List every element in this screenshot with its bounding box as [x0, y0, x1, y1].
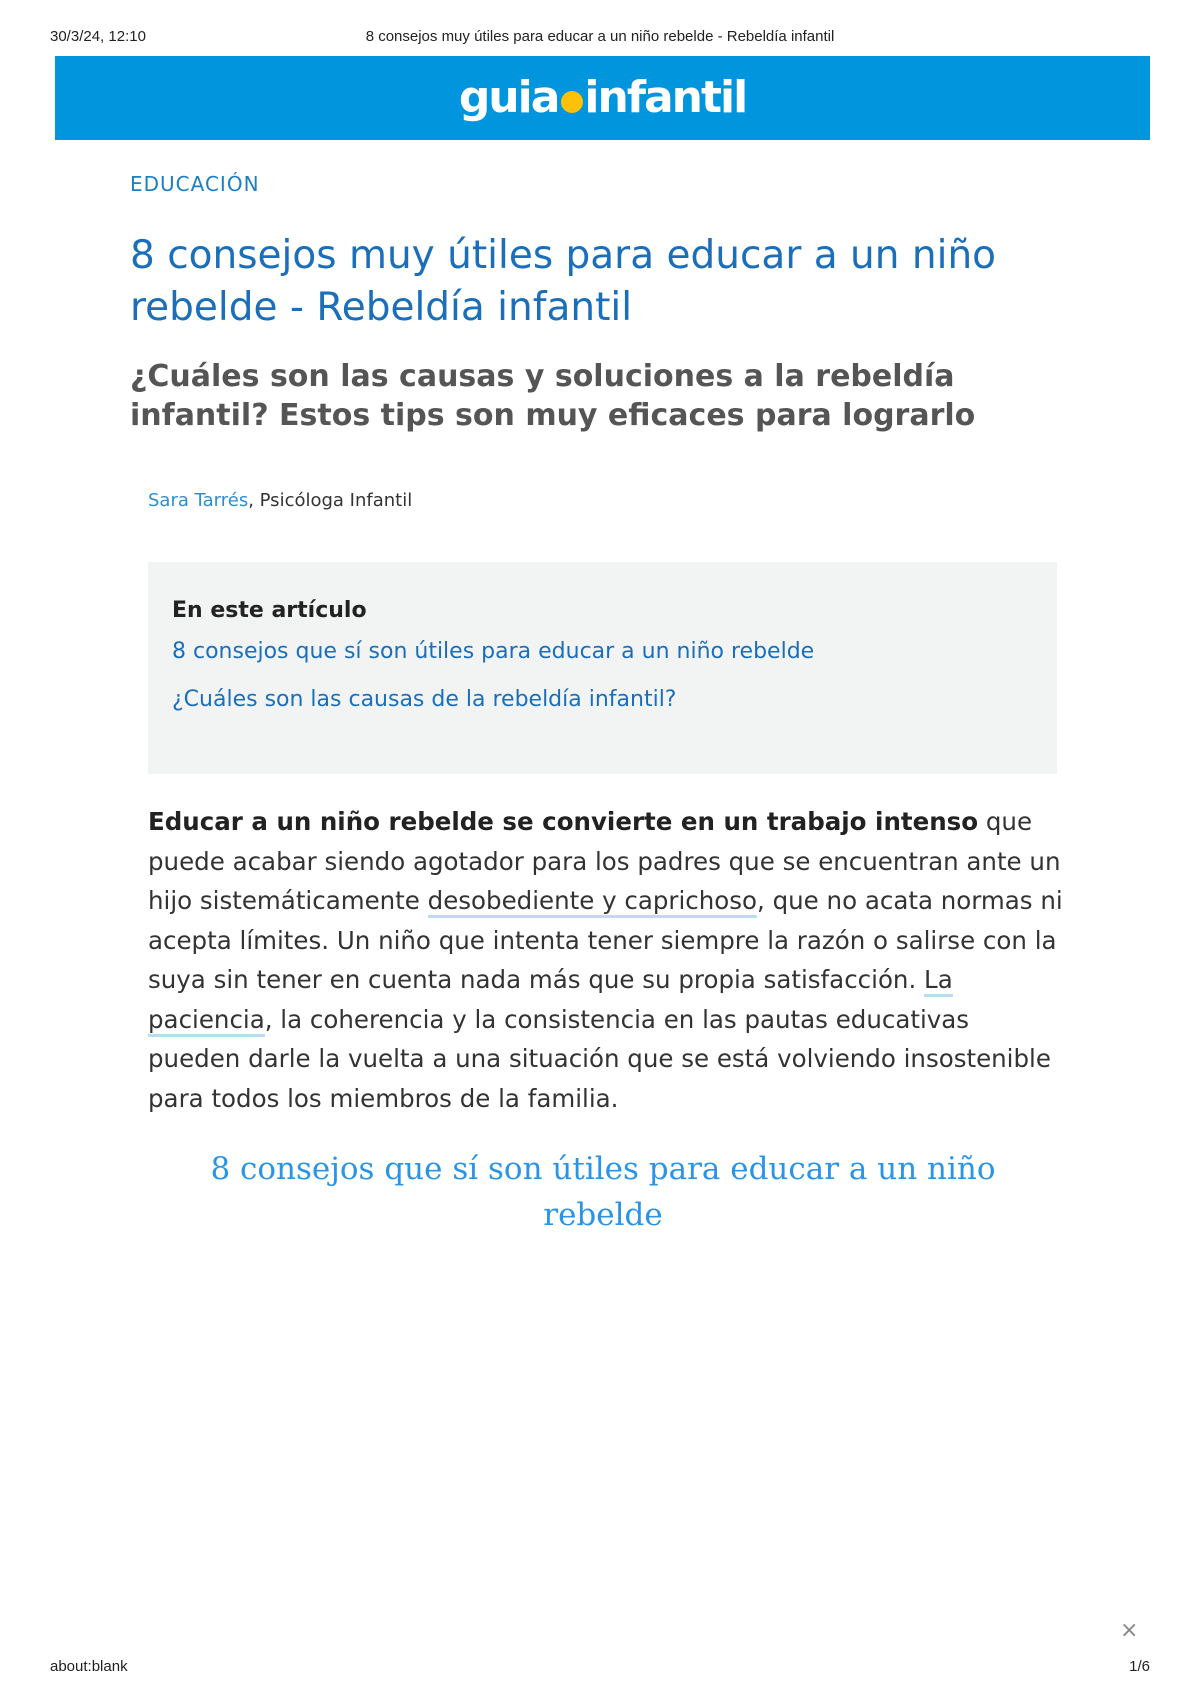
link-desobediente[interactable]: desobediente y caprichoso: [428, 886, 757, 918]
print-header: [0, 28, 1200, 48]
print-url: about:blank: [50, 1658, 128, 1675]
intro-text-2: , que no acata normas ni acepta límites. Un niño que intenta tener siempre la razón o salirse con la suya sin tener en cuenta nada más que su propia satisfacción.: [148, 886, 1063, 994]
category-link[interactable]: EDUCACIÓN: [130, 172, 260, 196]
site-logo[interactable]: [458, 72, 747, 123]
logo-text-right: infantil: [584, 72, 747, 123]
byline: [148, 490, 412, 511]
author-link[interactable]: Sara Tarrés: [148, 490, 249, 511]
logo-text-left: guia: [458, 72, 559, 123]
logo-dot-icon: [561, 91, 583, 113]
intro-text-1: que puede acabar siendo agotador para los padres que se encuentran ante un hijo sistemáticamente: [148, 807, 1061, 915]
close-icon[interactable]: ×: [1120, 1618, 1139, 1643]
print-footer: [0, 1658, 1200, 1678]
table-of-contents: [148, 562, 1057, 774]
print-datetime: 30/3/24, 12:10: [50, 28, 146, 45]
print-page-title: 8 consejos muy útiles para educar a un niño rebelde - Rebeldía infantil: [365, 28, 835, 45]
link-paciencia[interactable]: La paciencia: [148, 965, 953, 1037]
article-subtitle: ¿Cuáles son las causas y soluciones a la rebeldía infantil? Estos tips son muy eficaces para lograrlo: [130, 359, 976, 433]
article-title: 8 consejos muy útiles para educar a un niño rebelde - Rebeldía infantil: [130, 233, 997, 330]
intro-paragraph: [148, 802, 1063, 1118]
section-heading: 8 consejos que sí son útiles para educar a un niño rebelde: [210, 1151, 996, 1233]
print-page-number: 1/6: [1129, 1658, 1150, 1675]
toc-heading: En este artículo: [172, 598, 367, 623]
author-role: , Psicóloga Infantil: [248, 490, 413, 511]
toc-link-causas[interactable]: ¿Cuáles son las causas de la rebeldía infantil?: [172, 687, 677, 712]
toc-link-consejos[interactable]: 8 consejos que sí son útiles para educar a un niño rebelde: [172, 639, 815, 664]
intro-text-3: , la coherencia y la consistencia en las pautas educativas pueden darle la vuelta a una situación que se está volviendo insostenible para todos los miembros de la familia.: [148, 1004, 1051, 1113]
intro-bold: Educar a un niño rebelde se convierte en un trabajo intenso: [148, 807, 979, 836]
site-header: [55, 56, 1150, 140]
